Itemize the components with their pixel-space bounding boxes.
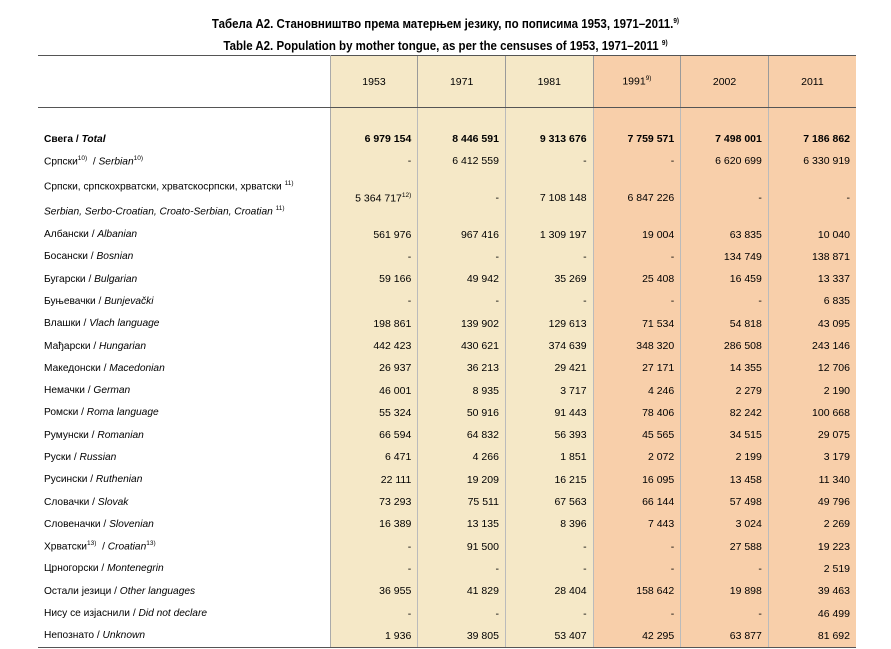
language-label: Мађарски / Hungarian — [38, 335, 330, 357]
language-label: Македонски / Macedonian — [38, 357, 330, 379]
value-cell: 81 692 — [768, 625, 856, 648]
value-cell: 11 340 — [768, 469, 856, 491]
language-label: Руски / Russian — [38, 446, 330, 468]
header-label-cell — [38, 56, 330, 108]
value-cell: 27 171 — [593, 357, 681, 379]
language-label: Албански / Albanian — [38, 223, 330, 245]
value-cell: 348 320 — [593, 335, 681, 357]
value-cell: - — [593, 536, 681, 558]
value-cell: - — [593, 558, 681, 580]
value-cell: 67 563 — [505, 491, 593, 513]
value-cell: 5 364 717$^{12)}$ — [330, 173, 418, 224]
value-cell: 3 717 — [505, 379, 593, 401]
value-cell: 34 515 — [681, 424, 769, 446]
value-cell: 91 500 — [418, 536, 506, 558]
language-label: Српски, српскохрватски, хрватскосрпски, хрватски $^{11)}$ Serbian, Serbo-Croatian, Croato-Serbian, Croatian $^{11)}$ — [38, 173, 330, 224]
value-cell: 27 588 — [681, 536, 769, 558]
value-cell: - — [505, 558, 593, 580]
value-cell: 374 639 — [505, 335, 593, 357]
value-cell: - — [505, 290, 593, 312]
value-cell: 2 279 — [681, 379, 769, 401]
language-row — [38, 513, 856, 535]
value-cell: - — [330, 150, 418, 172]
value-cell: 7 498 001 — [681, 128, 769, 150]
value-cell: 53 407 — [505, 625, 593, 648]
language-label: Хрватски$^{13)}$ / Croatian$^{13)}$ — [38, 536, 330, 558]
title-serbian: Табела А2. Становништво према матерњем језику, по пописима 1953, 1971–2011.$^{9)}$ — [211, 17, 680, 32]
language-label: Нису се изјаснили / Did not declare — [38, 602, 330, 624]
value-cell: 19 223 — [768, 536, 856, 558]
language-row — [38, 335, 856, 357]
header-year: 1971 — [418, 56, 506, 108]
language-label: Русински / Ruthenian — [38, 469, 330, 491]
value-cell: 16 095 — [593, 469, 681, 491]
language-row — [38, 446, 856, 468]
language-label: Ромски / Roma language — [38, 402, 330, 424]
value-cell: 19 209 — [418, 469, 506, 491]
value-cell: 6 847 226 — [593, 173, 681, 224]
value-cell: 41 829 — [418, 580, 506, 602]
language-row — [38, 357, 856, 379]
value-cell: 22 111 — [330, 469, 418, 491]
value-cell: 42 295 — [593, 625, 681, 648]
value-cell: 16 459 — [681, 268, 769, 290]
value-cell: 7 759 571 — [593, 128, 681, 150]
value-cell: - — [330, 602, 418, 624]
value-cell: 138 871 — [768, 246, 856, 268]
value-cell: 12 706 — [768, 357, 856, 379]
language-label: Српски$^{10)}$ / Serbian$^{10)}$ — [38, 150, 330, 172]
value-cell: 2 072 — [593, 446, 681, 468]
value-cell: 46 499 — [768, 602, 856, 624]
language-label: Босански / Bosnian — [38, 246, 330, 268]
value-cell: 56 393 — [505, 424, 593, 446]
header-year: 1981 — [505, 56, 593, 108]
value-cell: - — [505, 602, 593, 624]
value-cell: 3 179 — [768, 446, 856, 468]
value-cell: - — [593, 602, 681, 624]
value-cell: - — [593, 246, 681, 268]
value-cell: - — [330, 536, 418, 558]
value-cell: 63 877 — [681, 625, 769, 648]
language-row — [38, 379, 856, 401]
value-cell: 134 749 — [681, 246, 769, 268]
value-cell: 19 898 — [681, 580, 769, 602]
language-row — [38, 424, 856, 446]
value-cell: - — [505, 536, 593, 558]
value-cell: 967 416 — [418, 223, 506, 245]
value-cell: 10 040 — [768, 223, 856, 245]
value-cell: 16 215 — [505, 469, 593, 491]
header-year: 1991$^{9)}$ — [593, 56, 681, 108]
value-cell: 36 213 — [418, 357, 506, 379]
value-cell: 75 511 — [418, 491, 506, 513]
value-cell: 28 404 — [505, 580, 593, 602]
value-cell: 13 337 — [768, 268, 856, 290]
value-cell: 7 186 862 — [768, 128, 856, 150]
value-cell: 73 293 — [330, 491, 418, 513]
language-row — [38, 625, 856, 648]
value-cell: 66 144 — [593, 491, 681, 513]
value-cell: 36 955 — [330, 580, 418, 602]
value-cell: 29 421 — [505, 357, 593, 379]
value-cell: - — [681, 558, 769, 580]
language-label: Румунски / Romanian — [38, 424, 330, 446]
value-cell: 430 621 — [418, 335, 506, 357]
value-cell: 8 935 — [418, 379, 506, 401]
value-cell: 25 408 — [593, 268, 681, 290]
language-row — [38, 602, 856, 624]
value-cell: - — [681, 290, 769, 312]
value-cell: 55 324 — [330, 402, 418, 424]
value-cell: 35 269 — [505, 268, 593, 290]
language-row — [38, 402, 856, 424]
language-label: Бугарски / Bulgarian — [38, 268, 330, 290]
value-cell: 43 095 — [768, 313, 856, 335]
spacer-row — [38, 108, 856, 129]
value-cell: - — [330, 246, 418, 268]
value-cell: 3 024 — [681, 513, 769, 535]
value-cell: - — [418, 246, 506, 268]
value-cell: 78 406 — [593, 402, 681, 424]
value-cell: 50 916 — [418, 402, 506, 424]
value-cell: - — [418, 602, 506, 624]
value-cell: 6 620 699 — [681, 150, 769, 172]
value-cell: 442 423 — [330, 335, 418, 357]
value-cell: 6 330 919 — [768, 150, 856, 172]
value-cell: 129 613 — [505, 313, 593, 335]
value-cell: 2 269 — [768, 513, 856, 535]
value-cell: - — [768, 173, 856, 224]
value-cell: 13 458 — [681, 469, 769, 491]
value-cell: 19 004 — [593, 223, 681, 245]
value-cell: 4 246 — [593, 379, 681, 401]
value-cell: 39 805 — [418, 625, 506, 648]
total-row — [38, 128, 856, 150]
language-row — [38, 290, 856, 312]
value-cell: 198 861 — [330, 313, 418, 335]
value-cell: 49 796 — [768, 491, 856, 513]
value-cell: 1 851 — [505, 446, 593, 468]
language-row — [38, 223, 856, 245]
value-cell: 158 642 — [593, 580, 681, 602]
value-cell: - — [418, 173, 506, 224]
value-cell: 16 389 — [330, 513, 418, 535]
value-cell: 54 818 — [681, 313, 769, 335]
value-cell: 63 835 — [681, 223, 769, 245]
language-row — [38, 536, 856, 558]
value-cell: 13 135 — [418, 513, 506, 535]
value-cell: 4 266 — [418, 446, 506, 468]
population-table — [38, 55, 856, 648]
language-row — [38, 246, 856, 268]
value-cell: - — [418, 558, 506, 580]
value-cell: 82 242 — [681, 402, 769, 424]
value-cell: - — [593, 290, 681, 312]
value-cell: 1 309 197 — [505, 223, 593, 245]
value-cell: 100 668 — [768, 402, 856, 424]
title-english: Table A2. Population by mother tongue, as per the censuses of 1953, 1971–2011 $^{9)}$ — [223, 39, 668, 54]
value-cell: - — [505, 150, 593, 172]
value-cell: 8 446 591 — [418, 128, 506, 150]
value-cell: 6 835 — [768, 290, 856, 312]
value-cell: - — [418, 290, 506, 312]
language-label: Немачки / German — [38, 379, 330, 401]
value-cell: 29 075 — [768, 424, 856, 446]
header-year: 2002 — [681, 56, 769, 108]
language-row — [38, 173, 856, 224]
language-row — [38, 268, 856, 290]
language-label: Влашки / Vlach language — [38, 313, 330, 335]
value-cell: 26 937 — [330, 357, 418, 379]
value-cell: 46 001 — [330, 379, 418, 401]
value-cell: 243 146 — [768, 335, 856, 357]
language-label: Остали језици / Other languages — [38, 580, 330, 602]
value-cell: 2 519 — [768, 558, 856, 580]
value-cell: 7 443 — [593, 513, 681, 535]
language-label: Словеначки / Slovenian — [38, 513, 330, 535]
value-cell: 91 443 — [505, 402, 593, 424]
value-cell: - — [330, 558, 418, 580]
value-cell: 6 979 154 — [330, 128, 418, 150]
language-row — [38, 491, 856, 513]
value-cell: 7 108 148 — [505, 173, 593, 224]
language-label: Словачки / Slovak — [38, 491, 330, 513]
value-cell: 49 942 — [418, 268, 506, 290]
language-label: Свега / Total — [38, 128, 330, 150]
header-row — [38, 56, 856, 108]
value-cell: 2 190 — [768, 379, 856, 401]
value-cell: 59 166 — [330, 268, 418, 290]
value-cell: 8 396 — [505, 513, 593, 535]
value-cell: 39 463 — [768, 580, 856, 602]
table-title — [36, 12, 856, 56]
header-year: 2011 — [768, 56, 856, 108]
table-container — [38, 55, 856, 648]
value-cell: 71 534 — [593, 313, 681, 335]
language-label: Непознато / Unknown — [38, 625, 330, 648]
value-cell: 57 498 — [681, 491, 769, 513]
value-cell: 64 832 — [418, 424, 506, 446]
value-cell: 561 976 — [330, 223, 418, 245]
header-year: 1953 — [330, 56, 418, 108]
language-row — [38, 558, 856, 580]
language-row — [38, 469, 856, 491]
value-cell: 14 355 — [681, 357, 769, 379]
value-cell: 9 313 676 — [505, 128, 593, 150]
value-cell: 139 902 — [418, 313, 506, 335]
value-cell: - — [330, 290, 418, 312]
language-row — [38, 150, 856, 172]
language-row — [38, 313, 856, 335]
value-cell: 66 594 — [330, 424, 418, 446]
value-cell: - — [593, 150, 681, 172]
language-row — [38, 580, 856, 602]
value-cell: 2 199 — [681, 446, 769, 468]
value-cell: - — [681, 602, 769, 624]
value-cell: 6 412 559 — [418, 150, 506, 172]
value-cell: 6 471 — [330, 446, 418, 468]
value-cell: 286 508 — [681, 335, 769, 357]
language-label: Црногорски / Montenegrin — [38, 558, 330, 580]
value-cell: - — [505, 246, 593, 268]
value-cell: 45 565 — [593, 424, 681, 446]
language-label: Буњевачки / Bunjevački — [38, 290, 330, 312]
value-cell: - — [681, 173, 769, 224]
value-cell: 1 936 — [330, 625, 418, 648]
